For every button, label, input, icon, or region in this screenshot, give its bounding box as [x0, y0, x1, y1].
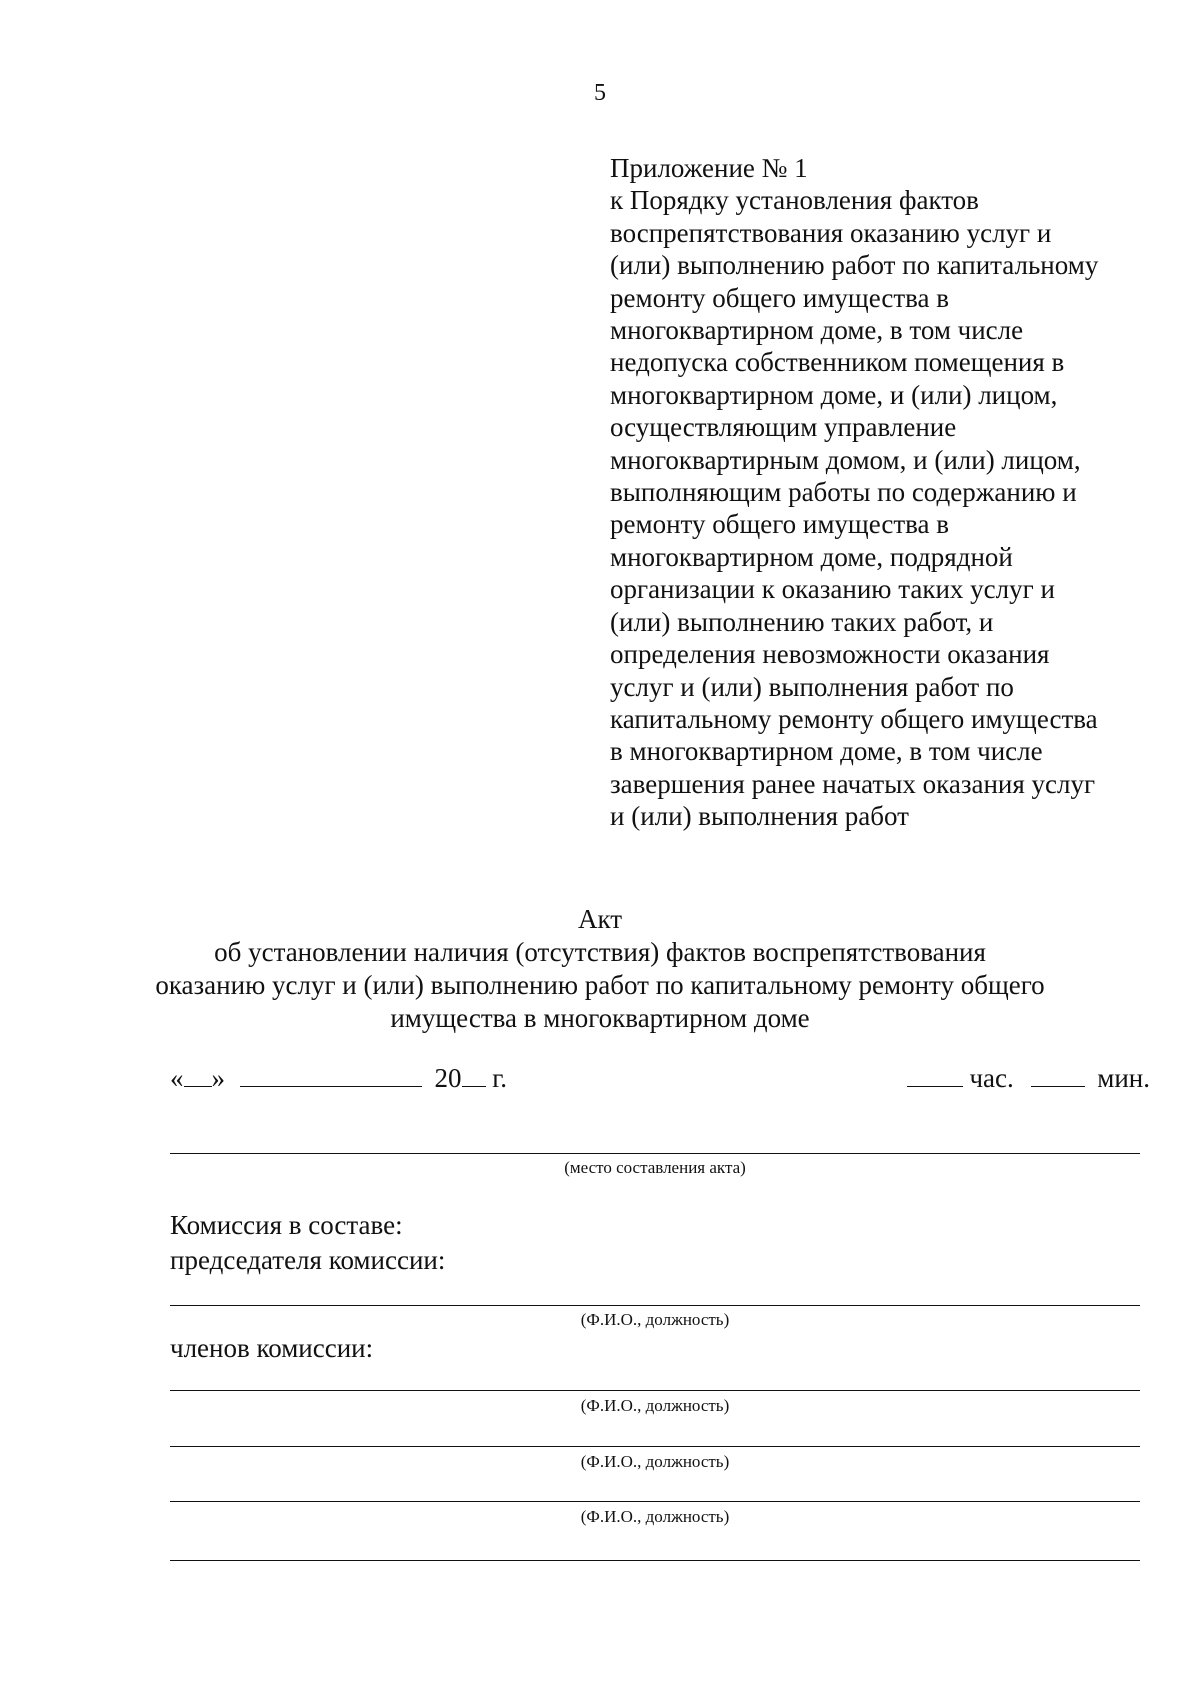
fio-caption: (Ф.И.О., должность)	[580, 1452, 730, 1471]
appendix-line: (или) выполнению работ по капитальному	[610, 250, 1099, 281]
appendix-title: Приложение № 1	[610, 153, 808, 183]
quote-close: »	[211, 1063, 225, 1093]
time-field	[907, 1062, 1150, 1094]
appendix-line: завершения ранее начатых оказания услуг	[610, 768, 1096, 799]
month-blank[interactable]	[240, 1062, 422, 1087]
act-title-line: оказанию услуг и (или) выполнению работ по капитальному ремонту общего	[155, 970, 1045, 1000]
appendix-line: многоквартирным домом, и (или) лицом,	[610, 444, 1081, 475]
act-heading: Акт	[577, 904, 623, 934]
chairman-line[interactable]	[170, 1305, 1140, 1306]
appendix-line: осуществляющим управление	[610, 412, 957, 443]
appendix-line: к Порядку установления фактов	[610, 185, 979, 216]
appendix-line: определения невозможности оказания	[610, 639, 1050, 670]
day-blank[interactable]	[184, 1062, 212, 1087]
fio-caption: (Ф.И.О., должность)	[580, 1396, 730, 1415]
appendix-line: капитальному ремонту общего имущества	[610, 703, 1098, 734]
act-title	[0, 903, 1200, 1035]
member-line[interactable]	[170, 1560, 1140, 1561]
appendix-line: многоквартирном доме, подрядной	[610, 541, 1013, 572]
appendix-line: организации к оказанию таких услуг и	[610, 574, 1055, 605]
year-prefix: 20	[434, 1063, 462, 1093]
act-title-line: имущества в многоквартирном доме	[390, 1003, 810, 1033]
appendix-line: и (или) выполнения работ	[610, 801, 909, 832]
chairman-label: председателя комиссии:	[170, 1245, 446, 1275]
quote-open: «	[170, 1063, 184, 1093]
date-row	[170, 1062, 1150, 1098]
appendix-line: услуг и (или) выполнения работ по	[610, 671, 1014, 702]
hours-blank[interactable]	[907, 1062, 963, 1087]
member-line[interactable]	[170, 1446, 1140, 1447]
minutes-blank[interactable]	[1031, 1062, 1085, 1087]
commission-heading: Комиссия в составе:	[170, 1210, 403, 1240]
place-line[interactable]	[170, 1153, 1140, 1154]
appendix-line: многоквартирном доме, и (или) лицом,	[610, 379, 1058, 410]
fio-caption: (Ф.И.О., должность)	[580, 1507, 730, 1526]
appendix-line: в многоквартирном доме, в том числе	[610, 736, 1043, 767]
year-blank[interactable]	[462, 1062, 486, 1087]
appendix-line: ремонту общего имущества в	[610, 282, 950, 313]
place-caption: (место составления акта)	[564, 1158, 746, 1177]
fio-caption: (Ф.И.О., должность)	[580, 1310, 730, 1329]
page-number: 5	[594, 80, 606, 106]
appendix-line: воспрепятствования оказанию услуг и	[610, 217, 1052, 248]
hours-label: час.	[969, 1063, 1014, 1093]
appendix-line: (или) выполнению таких работ, и	[610, 606, 994, 637]
appendix-line: недопуска собственником помещения в	[610, 347, 1065, 378]
appendix-line: многоквартирном доме, в том числе	[610, 315, 1024, 346]
date-field	[170, 1062, 507, 1094]
appendix-block	[610, 152, 1130, 833]
year-suffix: г.	[492, 1063, 508, 1093]
member-line[interactable]	[170, 1390, 1140, 1391]
appendix-line: ремонту общего имущества в	[610, 509, 950, 540]
members-label: членов комиссии:	[170, 1333, 374, 1363]
appendix-line: выполняющим работы по содержанию и	[610, 477, 1077, 508]
member-line[interactable]	[170, 1501, 1140, 1502]
act-title-line: об установлении наличия (отсутствия) фактов воспрепятствования	[214, 937, 986, 967]
minutes-label: мин.	[1097, 1063, 1150, 1093]
